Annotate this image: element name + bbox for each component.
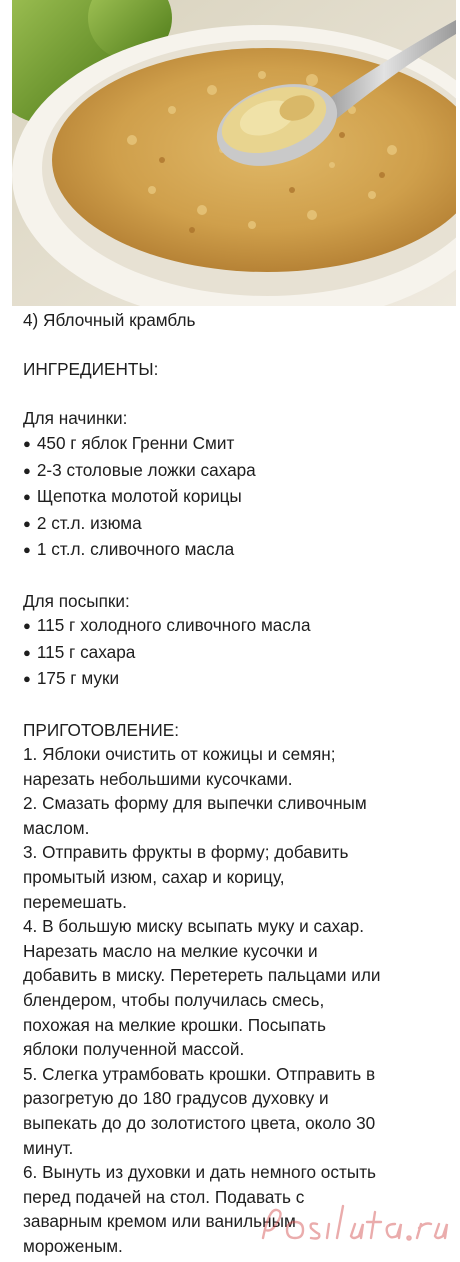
watermark-icon [255,1198,460,1248]
recipe-title: 4) Яблочный крамбль [23,310,196,330]
preparation-line: 6. Вынуть из духовки и дать немного остыть [23,1162,377,1183]
preparation-heading: ПРИГОТОВЛЕНИЕ: [23,719,179,740]
preparation-line: Нарезать масло на мелкие кусочки и [23,940,318,961]
filling-heading: Для начинки: [23,408,128,429]
preparation-line: перемешать. [23,891,127,912]
preparation-line: перед подачей на стол. Подавать с [23,1186,305,1207]
preparation-line: разогретую до 180 градусов духовку и [23,1088,329,1109]
preparation-line: мороженым. [23,1235,123,1256]
preparation-line: похожая на мелкие крошки. Посыпать [23,1014,326,1035]
preparation-line: нарезать небольшими кусочками. [23,768,293,789]
preparation-line: выпекать до до золотистого цвета, около 30 [23,1113,376,1133]
watermark-logo [255,1198,460,1248]
preparation-line: 1. Яблоки очистить от кожицы и семян; [23,744,336,765]
preparation-line: 4. В большую миску всыпать муку и сахар. [23,916,364,937]
preparation-line: добавить в миску. Перетереть пальцами или [23,965,381,986]
topping-heading: Для посыпки: [23,590,130,611]
topping-item: ● 115 г холодного сливочного масла [23,613,443,640]
preparation-line: 5. Слегка утрамбовать крошки. Отправить в [23,1063,376,1084]
filling-item: ● 1 ст.л. сливочного масла [23,537,443,564]
filling-item: ● Щепотка молотой корицы [23,484,443,511]
preparation-line: минут. [23,1137,74,1158]
preparation-line: яблоки полученной массой. [23,1039,245,1060]
preparation-line: 3. Отправить фрукты в форму; добавить [23,842,349,863]
preparation-line: блендером, чтобы получилась смесь, [23,990,325,1011]
recipe-photo [12,0,456,306]
topping-item: ● 175 г муки [23,666,443,693]
topping-item: ● 115 г сахара [23,640,443,667]
ingredients-heading: ИНГРЕДИЕНТЫ: [23,359,159,380]
recipe-text [23,308,443,1259]
filling-item: ● 450 г яблок Гренни Смит [23,431,443,458]
filling-item: ● 2-3 столовые ложки сахара [23,458,443,485]
preparation-line: 2. Смазать форму для выпечки сливочным [23,793,367,814]
filling-item: ● 2 ст.л. изюма [23,511,443,538]
preparation-line: заварным кремом или ванильным [23,1211,296,1232]
preparation-line: маслом. [23,817,90,838]
preparation-line: промытый изюм, сахар и корицу, [23,867,285,888]
apple-crumble-image [12,0,456,306]
